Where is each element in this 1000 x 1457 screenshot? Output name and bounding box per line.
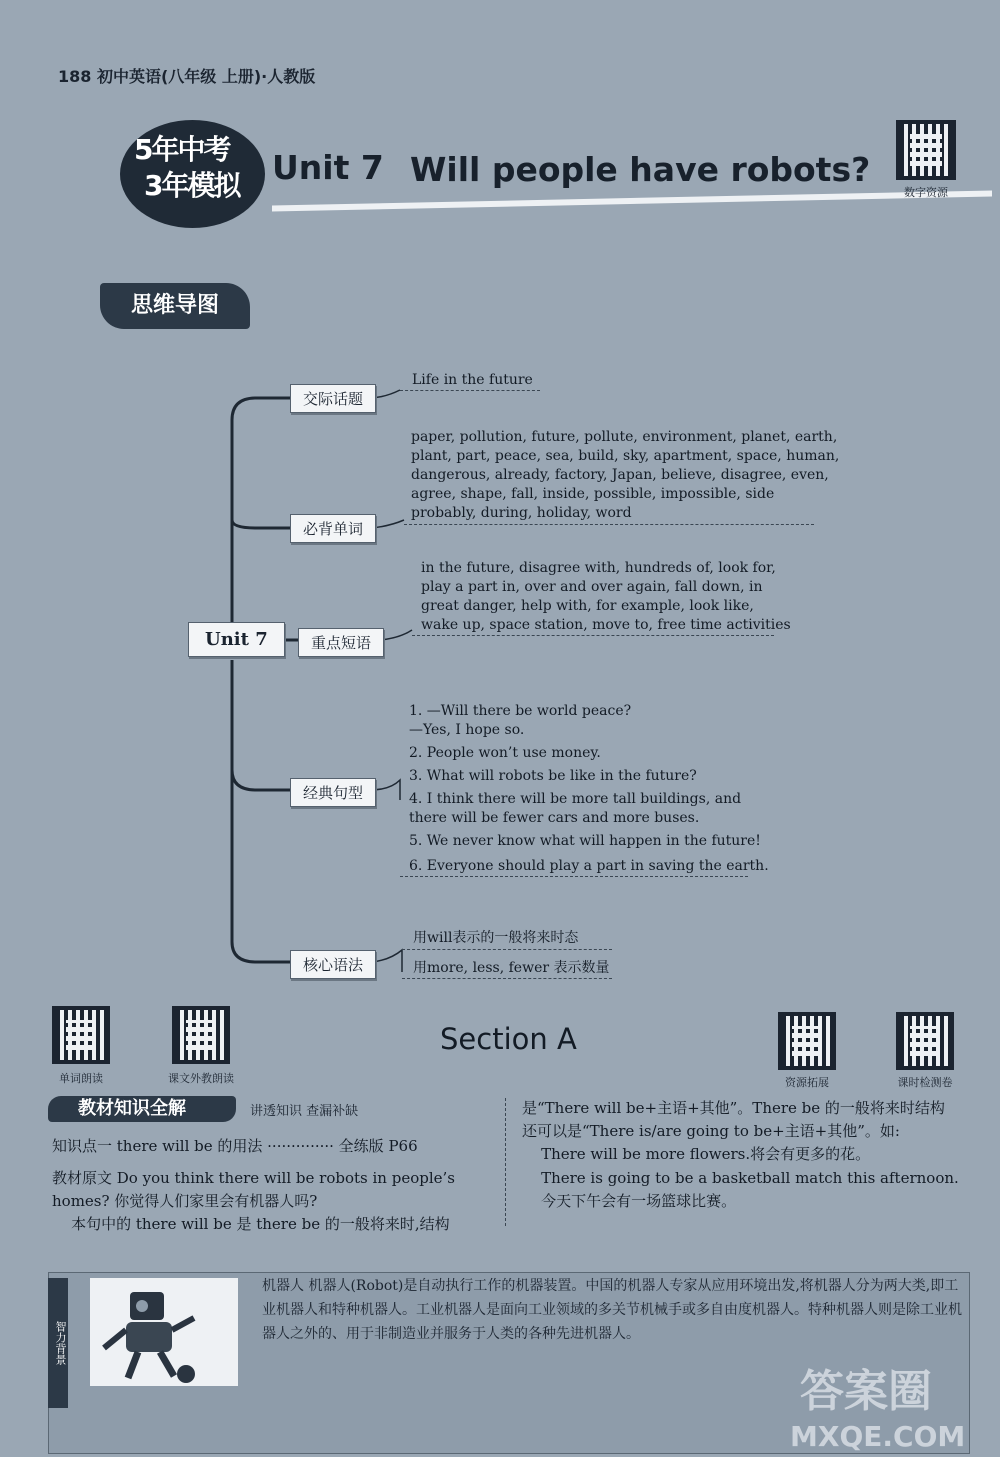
branch-grammar: 核心语法 [290,950,376,979]
sentence-4a: 4. I think there will be more tall buildings, and [409,791,742,807]
qr-code-icon[interactable] [172,1006,230,1064]
phrases-line-4: wake up, space station, move to, free time activities [421,617,791,633]
words-line-3: dangerous, already, factory, Japan, believe, disagree, even, [411,467,829,483]
qr-caption: 课时检测卷 [897,1076,953,1089]
words-line-2: plant, part, peace, sea, build, sky, apartment, space, human, [411,448,840,464]
mind-map-badge: 思维导图 [100,283,250,329]
sentence-6: 6. Everyone should play a part in saving the earth. [409,858,769,874]
phrases-line-2: play a part in, over and over again, fall down, in [421,579,763,595]
words-line-4: agree, shape, fall, inside, possible, impossible, side [411,486,775,502]
mind-map-center: Unit 7 [188,622,285,657]
right-line-1: 是“There will be+主语+其他”。There be 的一般将来时结构 [522,1099,945,1117]
qr-caption: 课文外教朗读 [168,1072,234,1085]
knowledge-badge-sub: 讲透知识 查漏补缺 [250,1104,359,1119]
right-line-2: 还可以是“There is/are going to be+主语+其他”。如: [522,1122,900,1140]
unit-label: Unit 7 [272,148,384,187]
right-line-4: There is going to be a basketball match this afternoon. [522,1169,959,1187]
sentence-3: 3. What will robots be like in the future? [409,768,697,784]
branch-words: 必背单词 [290,514,376,543]
series-logo [120,120,265,228]
background-info-text: 机器人 机器人(Robot)是自动执行工作的机器装置。中国的机器人专家从应用环境出发,将机器人分为两大类,即工业机器人和特种机器人。工业机器人是面向工业领域的多关节机械手或多自由度机器人。特种机器人则是除工业机器人之外的、用于非制造业并服务于人类的各种先进机器人。 [262,1278,962,1342]
qr-caption: 数字资源 [904,186,948,199]
connector-words [232,520,290,528]
connector-grammar [232,770,290,962]
left-line-2: homes? 你觉得人们家里会有机器人吗? [52,1192,318,1210]
phrases-line-1: in the future, disagree with, hundreds of, look for, [421,560,776,576]
left-line-1: 教材原文 Do you think there will be robots in people’s [52,1169,455,1187]
qr-caption: 资源拓展 [785,1076,829,1089]
words-line-5: probably, during, holiday, word [411,505,632,521]
sentence-5: 5. We never know what will happen in the future! [409,833,761,849]
connector-topic [232,398,290,640]
right-line-3: There will be more flowers.将会有更多的花。 [522,1145,871,1163]
sentence-4b: there will be fewer cars and more buses. [409,810,700,826]
section-title: Section A [440,1022,577,1056]
qr-caption: 单词朗读 [59,1072,103,1085]
background-info-label: 智力背景 [48,1278,68,1408]
branch-sentences: 经典句型 [290,778,376,807]
right-line-5: 今天下午会有一场篮球比赛。 [522,1192,737,1210]
watermark-url: MXQE.COM [790,1420,966,1453]
sentence-1b: —Yes, I hope so. [409,722,525,738]
qr-code-icon[interactable] [52,1006,110,1064]
robot-image [90,1278,238,1386]
qr-code-icon[interactable] [896,120,956,180]
page-header: 188 初中英语(八年级 上册)·人教版 [58,67,316,86]
sentence-2: 2. People won’t use money. [409,745,601,761]
column-divider [505,1098,506,1226]
knowledge-badge: 教材知识全解 [48,1096,236,1122]
unit-title: Will people have robots? [410,150,871,189]
watermark-text: 答案圈 [800,1366,932,1417]
logo-line2: 3年模拟 [144,169,240,202]
logo-line1: 5年中考 [134,133,230,166]
phrases-line-3: great danger, help with, for example, look like, [421,598,754,614]
words-line-1: paper, pollution, future, pollute, environment, planet, earth, [411,429,838,445]
branch-phrases: 重点短语 [298,628,384,657]
qr-code-icon[interactable] [896,1012,954,1070]
qr-code-icon[interactable] [778,1012,836,1070]
point-title: 知识点一 there will be 的用法 ·············· 全练版 P66 [52,1137,418,1155]
grammar-line-1: 用will表示的一般将来时态 [413,930,579,946]
topic-text: Life in the future [412,372,533,388]
connector-sentences [232,660,290,790]
sentence-1a: 1. —Will there be world peace? [409,703,632,719]
left-line-3: 本句中的 there will be 是 there be 的一般将来时,结构 [52,1215,450,1233]
grammar-line-2: 用more, less, fewer 表示数量 [413,960,610,976]
branch-topic: 交际话题 [290,384,376,413]
